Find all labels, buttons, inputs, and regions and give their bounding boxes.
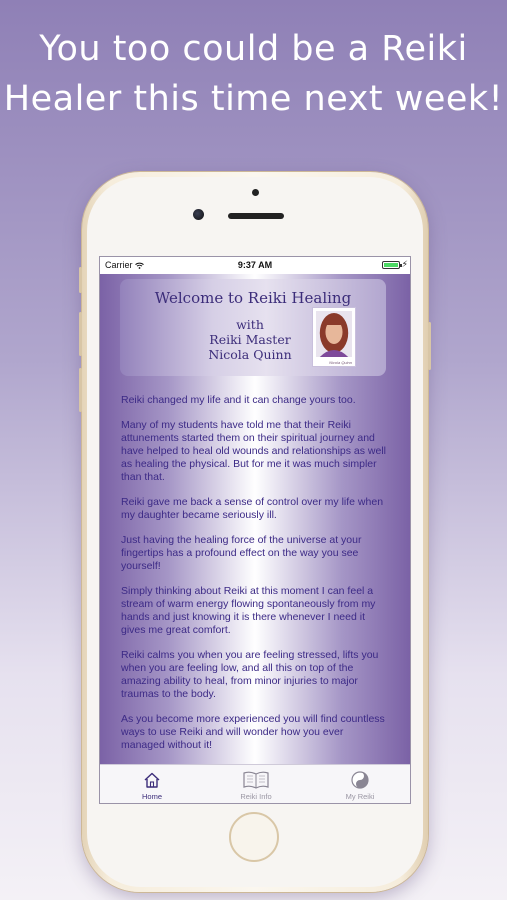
status-bar (100, 257, 410, 274)
headline-line-1: You too could be a Reiki (39, 29, 468, 69)
tab-bar (100, 764, 410, 803)
tab-home[interactable] (100, 765, 204, 803)
tab-reiki-info[interactable] (204, 765, 308, 803)
home-button[interactable] (229, 812, 279, 862)
welcome-title: Welcome to Reiki Healing (154, 289, 352, 307)
front-camera (193, 209, 204, 220)
paragraph: Simply thinking about Reiki at this moment I can feel a stream of warm energy flowing spontaneously from my hands and just knowing it is there whenever I need it gives me great comfort. (121, 585, 376, 636)
phone-frame (82, 172, 428, 892)
paragraph: Reiki calms you when you are feeling stressed, lifts you when you are feeling low, and all this on top of the amazing ability to heal, from minor injuries to major traumas to the body. (121, 649, 379, 700)
book-icon (243, 770, 269, 790)
tab-my-reiki-label: My Reiki (345, 792, 375, 801)
master-title: Reiki Master (209, 332, 291, 347)
volume-up-button (79, 312, 82, 356)
paragraph: Many of my students have told me that their Reiki attunements started them on their spiritual journey and have helped to heal old wounds and relationships as well as healing the physical. But for me it was much simpler than that. (121, 419, 387, 483)
headline-line-2: Healer this time next week! (3, 79, 504, 119)
earpiece-speaker (228, 213, 284, 219)
battery-icon (382, 261, 400, 269)
charging-icon: ⚡ (401, 259, 408, 269)
home-icon (142, 770, 162, 790)
portrait-signature: Nicola Quinn (329, 360, 352, 365)
master-credit (180, 317, 320, 362)
paragraph: Reiki gave me back a sense of control over my life when my daughter became seriously ill. (121, 496, 384, 521)
status-time: 9:37 AM (237, 260, 273, 270)
master-portrait-photo (312, 307, 356, 367)
promo-headline (0, 24, 507, 124)
tab-my-reiki[interactable] (308, 765, 411, 803)
app-screen (99, 256, 411, 804)
proximity-sensor (252, 189, 259, 196)
intro-text (121, 394, 389, 764)
side-button (79, 267, 82, 293)
home-content-scroll[interactable] (100, 274, 410, 766)
portrait-image (316, 311, 352, 357)
carrier-label: Carrier (105, 260, 144, 270)
paragraph: Just having the healing force of the universe at your fingertips has a profound effect on the way you see yourself! (121, 534, 362, 572)
welcome-card (120, 279, 386, 376)
yin-yang-icon (350, 770, 370, 790)
tab-home-label: Home (141, 792, 162, 801)
master-name: Nicola Quinn (208, 347, 292, 362)
paragraph: Reiki changed my life and it can change yours too. (121, 394, 356, 406)
volume-down-button (79, 368, 82, 412)
tab-reiki-info-label: Reiki Info (240, 792, 272, 801)
paragraph: As you become more experienced you will find countless ways to use Reiki and will wonder how you ever managed without it! (121, 713, 385, 751)
power-button (428, 322, 431, 370)
with-label: with (236, 317, 264, 332)
